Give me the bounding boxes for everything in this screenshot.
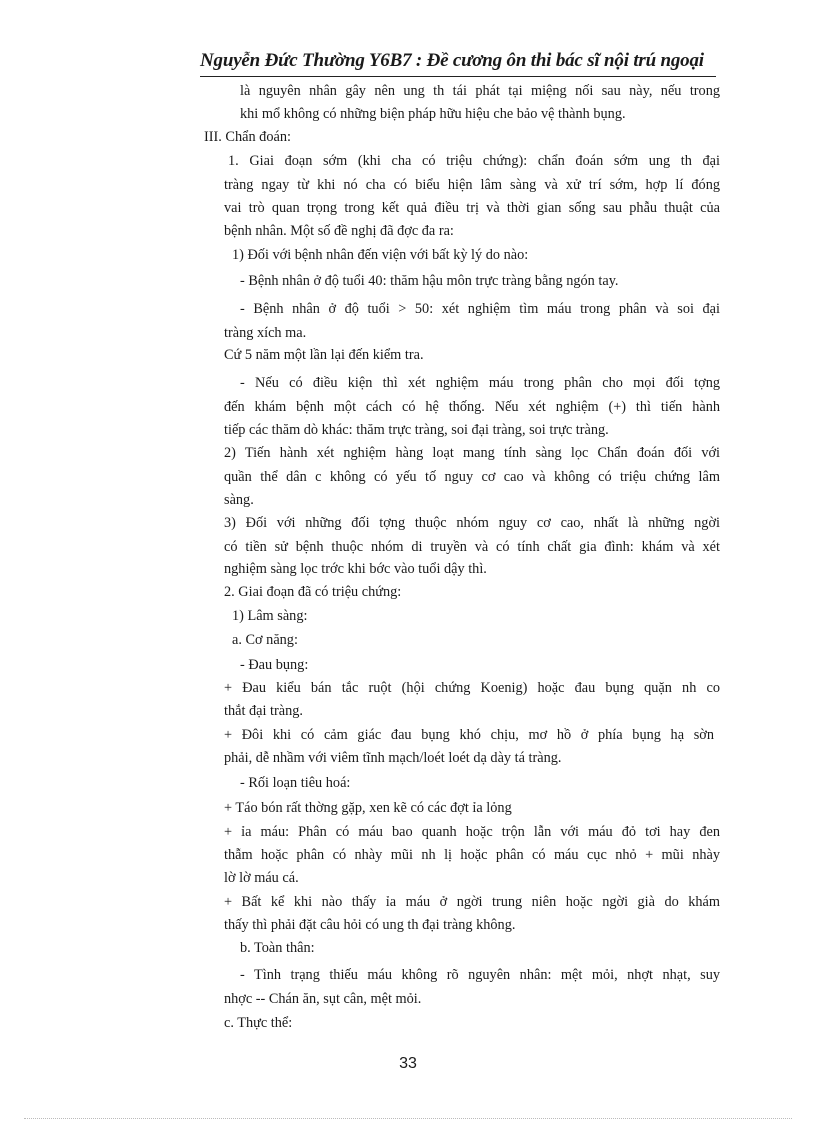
- text-line: 1. Giai đoạn sớm (khi cha có triệu chứng): chẩn đoán sớm ung th đại: [228, 153, 720, 169]
- text-line: 2) Tiến hành xét nghiệm hàng loạt mang tính sàng lọc Chẩn đoán đối với: [224, 445, 720, 461]
- text-line: tràng xích ma.: [224, 325, 307, 341]
- text-line: + Đôi khi có cảm giác đau bụng khó chịu, mơ hồ ở phía bụng hạ sờn: [224, 727, 714, 743]
- text-line: nghiệm sàng lọc trớc khi bớc vào tuổi dậy thì.: [224, 561, 487, 577]
- text-line: - Tình trạng thiếu máu không rõ nguyên nhân: mệt mỏi, nhợt nhạt, suy: [240, 967, 720, 983]
- text-line: + ỉa máu: Phân có máu bao quanh hoặc trộn lẫn với máu đỏ tơi hay đen: [224, 824, 720, 840]
- text-line: a. Cơ năng:: [232, 632, 298, 648]
- text-line: + Đau kiểu bán tắc ruột (hội chứng Koenig) hoặc đau bụng quặn nh co: [224, 680, 720, 696]
- section-heading: III. Chẩn đoán:: [204, 129, 291, 145]
- text-line: 2. Giai đoạn đã có triệu chứng:: [224, 584, 402, 600]
- text-line: khi mổ không có những biện pháp hữu hiệu che bảo vệ thành bụng.: [240, 106, 626, 122]
- text-line: Cứ 5 năm một lần lại đến kiểm tra.: [224, 347, 424, 363]
- page-header-title: Nguyễn Đức Thường Y6B7 : Đề cương ôn thi bác sĩ nội trú ngoại: [200, 50, 704, 71]
- text-line: có tiền sử bệnh thuộc nhóm di truyền và có tính chất gia đình: khám và xét: [224, 539, 720, 555]
- text-line: b. Toàn thân:: [240, 940, 315, 956]
- text-line: thấy thì phải đặt câu hỏi có ung th đại tràng không.: [224, 917, 516, 933]
- text-line: - Rối loạn tiêu hoá:: [240, 775, 351, 791]
- text-line: bệnh nhân. Một số đề nghị đã đợc đa ra:: [224, 223, 454, 239]
- text-line: là nguyên nhân gây nên ung th tái phát tại miệng nối sau này, nếu trong: [240, 83, 720, 99]
- text-line: thẫm hoặc phân có nhày mũi nh lị hoặc phân có máu cục nhỏ + mũi nhày: [224, 847, 720, 863]
- text-line: 3) Đối với những đối tợng thuộc nhóm nguy cơ cao, nhất là những ngời: [224, 515, 720, 531]
- header-rule: [200, 76, 716, 77]
- text-line: sàng.: [224, 492, 254, 508]
- text-line: tràng ngay từ khi nó cha có biểu hiện lâm sàng và xử trí sớm, hợp lí đóng: [224, 177, 720, 193]
- text-line: 1) Lâm sàng:: [232, 608, 308, 624]
- text-line: - Đau bụng:: [240, 657, 309, 673]
- text-line: lờ lờ máu cá.: [224, 870, 299, 886]
- text-line: - Nếu có điều kiện thì xét nghiệm máu trong phân cho mọi đối tợng: [240, 375, 720, 391]
- text-line: + Bất kể khi nào thấy ỉa máu ở ngời trung niên hoặc ngời già do khám: [224, 894, 720, 910]
- text-line: c. Thực thể:: [224, 1015, 293, 1031]
- text-line: vai trò quan trọng trong kết quả điều trị và thời gian sống sau phẫu thuật của: [224, 200, 720, 216]
- page-bottom-border: [24, 1118, 792, 1119]
- text-line: - Bệnh nhân ở độ tuổi 40: thăm hậu môn trực tràng bằng ngón tay.: [240, 273, 619, 289]
- text-line: 1) Đối với bệnh nhân đến viện với bất kỳ lý do nào:: [232, 247, 529, 263]
- text-line: + Táo bón rất thờng gặp, xen kẽ có các đợt ỉa lỏng: [224, 800, 512, 816]
- text-line: thắt đại tràng.: [224, 703, 304, 719]
- text-line: đến khám bệnh một cách có hệ thống. Nếu xét nghiệm (+) thì tiến hành: [224, 399, 720, 415]
- text-line: quần thể dân c không có yếu tố nguy cơ cao và không có triệu chứng lâm: [224, 469, 720, 485]
- text-line: tiếp các thăm dò khác: thăm trực tràng, soi đại tràng, soi trực tràng.: [224, 422, 609, 438]
- text-line: - Bệnh nhân ở độ tuổi > 50: xét nghiệm tìm máu trong phân và soi đại: [240, 301, 720, 317]
- text-line: nhợc -- Chán ăn, sụt cân, mệt mỏi.: [224, 991, 422, 1007]
- text-line: phải, dễ nhầm với viêm tĩnh mạch/loét loét dạ dày tá tràng.: [224, 750, 562, 766]
- page-number: 33: [399, 1055, 417, 1072]
